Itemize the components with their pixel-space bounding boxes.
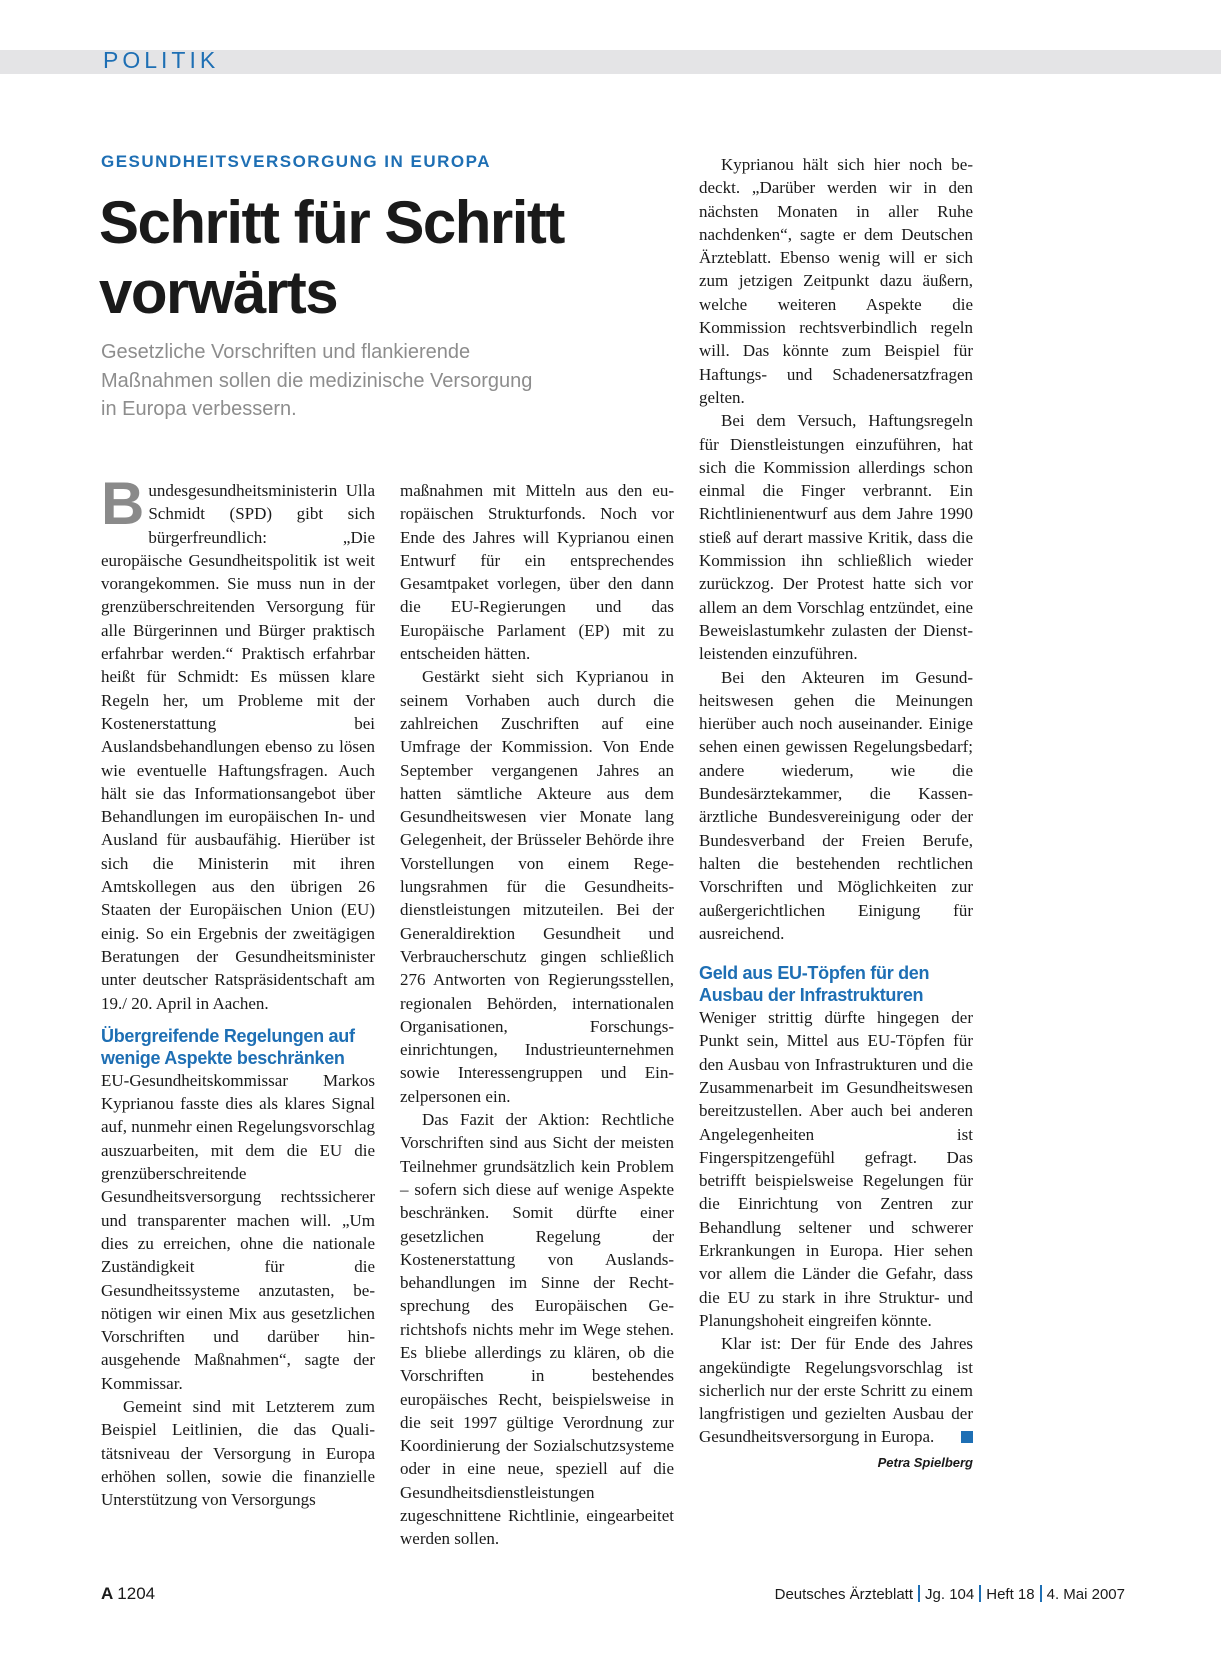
paragraph-text: Klar ist: Der für Ende des Jahres angekündigte Regelungsvorschlag ist sicherlich nur der erste Schritt zu einem langfristigen und gezielten Ausbau der Gesundheitsversorgung in Europa. (699, 1334, 973, 1447)
footer-citation (775, 1585, 1125, 1603)
headline (99, 188, 659, 328)
subheading: Geld aus EU-Töpfen für den Ausbau der Infrastrukturen (699, 963, 930, 1006)
drop-cap: B (101, 470, 145, 537)
volume: Jg. 104 (925, 1586, 975, 1603)
separator (1040, 1585, 1042, 1602)
paragraph (699, 1332, 973, 1448)
paragraph: Bei den Akteuren im Gesundheitswesen gehen die Meinungen hierüber auch noch auseinander. Einige sehen einen gewissen Regelungsbedarf; andere wiederum, wie die Bundesärztekammer, die Kassenärztliche Bundesvereinigung oder der Bundesverband der Freien Berufe, halten die bestehenden rechtlichen Vorschriften und Möglichkeiten zur außergerichtlichen Einigung für ausreichend. (699, 667, 973, 943)
paragraph: Bei dem Versuch, Haftungsregeln für Dienstleistungen einzuführen, hat sich die Kommission allerdings schon einmal die Finger verbrannt. Ein Richtlinienentwurf aus dem Jahre 1990 stieß auf derart massive Kritik, dass die Kommission ihn schließlich wieder zurückzog. Der Protest hatte sich vor allem an dem Vorschlag entzündet, eine Beweislastumkehr zulasten der Dienstleistenden einzuführen. (699, 411, 973, 664)
paragraph: Das Fazit der Aktion: Rechtliche Vorschriften sind aus Sicht der meisten Teilnehmer grundsätzlich kein Problem – sofern sich diese auf wenige Aspekte beschränken. Somit dürfte einer gesetzlichen Regelung der Kostenerstattung von Auslandsbehandlungen im Sinne der Rechtsprechung des Europäischen Gerichtshofs nichts mehr im Wege stehen. Es bliebe allerdings zu klären, ob die Vorschriften in bestehendes europäisches Recht, beispielsweise in die seit 1997 gültige Verordnung zur Koordinierung der Sozialschutzsysteme oder in eine neue, speziell auf die Gesundheitsdienstleistungen zugeschnittene Richtlinie, eingearbeitet werden sollen. (400, 1110, 674, 1549)
page-prefix: A (101, 1584, 114, 1603)
teaser-line: Gesetzliche Vorschriften und flankierende (101, 341, 471, 363)
teaser-line: Maßnahmen sollen die medizinische Versorgung (101, 369, 533, 392)
page-number-value: 1204 (117, 1584, 156, 1603)
headline-line: vorwärts (99, 259, 338, 326)
section-label: POLITIK (103, 47, 220, 73)
end-mark-icon (961, 1431, 973, 1443)
teaser-line: in Europa verbessern. (101, 398, 297, 420)
separator (918, 1585, 920, 1602)
paragraph-text: undesgesundheitsministerin Ulla Schmidt (SPD) gibt sich bürgerfreundlich: „Die europäische Gesundheitspolitik ist weit vorangekommen. Sie muss nun in der grenzüberschreitenden Versorgung für alle Bürgerinnen und Bürger praktisch erfahrbar werden.“ Praktisch erfahrbar heißt für Schmidt: Es müssen klare Regeln her, um Probleme mit der Kostenerstattung bei Auslandsbehandlungen ebenso zu lösen wie eventuelle Haftungsfragen. Auch hält sie das Informationsangebot über Behandlungen im europäischen In- und Ausland für ausbaufähig. Hierüber ist sich die Ministerin mit ihren Amtskollegen aus den übrigen 26 Staaten der Europäischen Union (EU) einig. So ein Ergebnis der zweitägigen Beratungen der Gesundheitsminister unter deutscher Ratspräsidentschaft am 19./ 20. April in Aachen. (101, 481, 375, 1013)
author: Petra Spielberg (877, 1454, 973, 1470)
article-column-3 (699, 153, 973, 1474)
issue: Heft 18 (986, 1586, 1035, 1603)
paragraph: EU-Gesundheitskommissar Markos Kyprianou fasste dies als klares Signal auf, nunmehr einen Regelungsvorschlag auszuarbeiten, mit dem die EU die grenzüberschreitende Gesundheitsversorgung rechtssicherer und transparenter machen will. „Um dies zu erreichen, ohne die nationale Zuständigkeit für die Gesundheitssysteme anzutasten, benötigen wir einen Mix aus gesetzlichen Vorschriften und darüber hinausgehende Maßnahmen“, sagte der Kommissar. (101, 1070, 375, 1393)
teaser (101, 338, 641, 424)
paragraph (101, 470, 375, 1015)
journal-name: Deutsches Ärzteblatt (774, 1586, 914, 1603)
separator (979, 1585, 981, 1602)
page-number (101, 1584, 155, 1604)
kicker: GESUNDHEITSVERSORGUNG IN EUROPA (101, 152, 492, 171)
headline-line: Schritt für Schritt (99, 189, 564, 256)
paragraph: Gemeint sind mit Letzterem zum Beispiel Leitlinien, die das Qualitätsniveau der Versorgung in Europa erhöhen sollen, sowie die finanzielle Unterstützung von Versorgungs (101, 1396, 375, 1510)
paragraph: Gestärkt sieht sich Kyprianou in seinem Vorhaben auch durch die zahlreichen Zuschriften auf eine Umfrage der Kommission. Von Ende September vergangenen Jahres an hatten sämtliche Akteure aus dem Gesundheitswesen vier Monate lang Gelegenheit, der Brüsseler Behörde ihre Vorstellungen von einem Regelungsrahmen für die Gesundheitsdienstleistungen mitzuteilen. Bei der Generaldirektion Gesundheit und Verbraucherschutz gingen schließlich 276 Antworten von Regierungsstellen, regionalen Behörden, internationalen Organisationen, Forschungseinrichtungen, Industrieunternehmen sowie Interessengruppen und Einzelpersonen ein. (400, 667, 674, 1106)
paragraph: Weniger strittig dürfte hingegen der Punkt sein, Mittel aus EU-Töpfen für den Ausbau von Infrastrukturen und die Zusammenarbeit im Gesundheitswesen bereitzustellen. Aber auch bei anderen Angelegenheiten ist Fingerspitzengefühl gefragt. Das betrifft beispielsweise Regelungen für die Einrichtung von Zentren zur Behandlung seltener und schwerer Erkrankungen in Europa. Hier sehen vor allem die Länder die Gefahr, dass die EU zu stark in ihre Struktur- und Planungshoheit eingreifen könnte. (699, 1008, 973, 1330)
article-column-1 (101, 470, 375, 1511)
issue-date: 4. Mai 2007 (1046, 1586, 1125, 1603)
subheading: Übergreifende Regelungen auf wenige Aspekte beschränken (101, 1025, 355, 1068)
article-column-2 (400, 479, 674, 1551)
paragraph: Kyprianou hält sich hier noch bedeckt. „Darüber werden wir in den nächsten Monaten in aller Ruhe nachdenken“, sagte er dem Deutschen Ärzteblatt. Ebenso wenig will er sich zum jetzigen Zeitpunkt dazu äußern, welche weiteren Aspekte die Kommission rechtsverbindlich regeln will. Das könnte zum Beispiel für Haftungs- und Schadenersatzfragen gelten. (699, 155, 973, 407)
paragraph: maßnahmen mit Mitteln aus den europäischen Strukturfonds. Noch vor Ende des Jahres will Kyprianou einen Entwurf für ein entsprechendes Gesamtpaket vorlegen, über den dann die EU-Regierungen und das Europäische Parlament (EP) mit zu entscheiden hätten. (400, 481, 674, 664)
